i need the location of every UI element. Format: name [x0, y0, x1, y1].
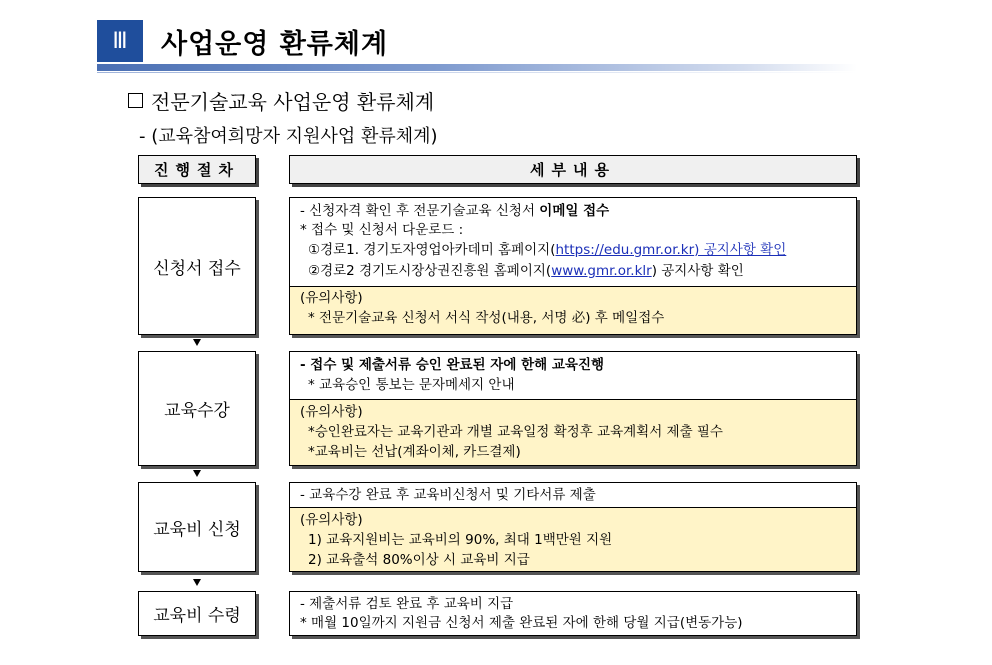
- detail-text: - 신청자격 확인 후 전문기술교육 신청서: [300, 203, 540, 219]
- detail-line: - 교육수강 완료 후 교육비신청서 및 기타서류 제출: [300, 487, 596, 503]
- detail-text: ①경로1. 경기도자영업아카데미 홈페이지(: [308, 242, 556, 258]
- note-title: (유의사항): [300, 290, 363, 306]
- step-box-tuition-application: [138, 482, 256, 572]
- arrow-down-icon: [193, 579, 201, 586]
- page-title: 사업운영 환류체계: [161, 29, 389, 60]
- section-title: [128, 86, 434, 115]
- detail-text: ) 공지사항 확인: [651, 263, 744, 279]
- note-line: 2) 교육출석 80%이상 시 교육비 지급: [308, 552, 530, 568]
- note-title: (유의사항): [300, 404, 363, 420]
- gmr-homepage-link[interactable]: www.gmr.or.klr: [551, 263, 652, 279]
- detail-line: * 교육승인 통보는 문자메세지 안내: [308, 377, 515, 393]
- detail-line: [308, 262, 744, 280]
- column-header-details: 세부내용: [289, 155, 857, 184]
- step-box-application: [138, 197, 256, 335]
- academy-homepage-link[interactable]: https://edu.gmr.or.kr: [555, 242, 695, 258]
- step-label: 교육비 수령: [153, 606, 241, 626]
- checkbox-square-icon: [128, 93, 143, 108]
- step-box-tuition-receipt: [138, 591, 256, 636]
- detail-box-tuition-receipt: [289, 591, 857, 636]
- note-line: *교육비는 선납(계좌이체, 카드결제): [308, 444, 521, 460]
- step-box-course: [138, 351, 256, 466]
- detail-line: [308, 241, 786, 259]
- detail-line: * 매월 10일까지 지원금 신청서 제출 완료된 자에 한해 당월 지급(변동가능): [300, 615, 743, 631]
- note-title: (유의사항): [300, 512, 363, 528]
- section-subtitle: - (교육참여희망자 지원사업 환류체계): [139, 126, 438, 147]
- step-label: 교육비 신청: [153, 519, 241, 540]
- note-line: * 전문기술교육 신청서 서식 작성(내용, 서명 必) 후 메일접수: [308, 310, 665, 326]
- section-number-badge: Ⅲ: [97, 20, 143, 62]
- detail-text: ②경로2 경기도시장상권진흥원 홈페이지(: [308, 263, 552, 279]
- detail-text-bold: 이메일 접수: [539, 203, 610, 219]
- detail-box-tuition-application: [289, 482, 857, 572]
- column-header-steps: 진행절차: [138, 155, 256, 184]
- notice-link[interactable]: ) 공지사항 확인: [694, 242, 787, 258]
- step-label: 교육수강: [164, 401, 230, 421]
- title-underline-thin: [97, 72, 857, 73]
- arrow-down-icon: [193, 470, 201, 477]
- note-line: *승인완료자는 교육기관과 개별 교육일정 확정후 교육계획서 제출 필수: [308, 424, 723, 440]
- detail-line: * 접수 및 신청서 다운로드 :: [300, 222, 464, 238]
- note-box: [290, 399, 856, 465]
- detail-box-application: [289, 197, 857, 335]
- arrow-down-icon: [193, 339, 201, 346]
- detail-box-course: [289, 351, 857, 466]
- note-box: [290, 507, 856, 571]
- title-underline: [97, 64, 857, 71]
- step-label: 신청서 접수: [153, 258, 241, 279]
- detail-line: [300, 202, 609, 220]
- detail-line: - 접수 및 제출서류 승인 완료된 자에 한해 교육진행: [300, 357, 605, 373]
- note-box: [290, 286, 856, 334]
- detail-line: - 제출서류 검토 완료 후 교육비 지급: [300, 596, 514, 612]
- note-line: 1) 교육지원비는 교육비의 90%, 최대 1백만원 지원: [308, 532, 613, 548]
- section-title-text: 전문기술교육 사업운영 환류체계: [151, 90, 435, 114]
